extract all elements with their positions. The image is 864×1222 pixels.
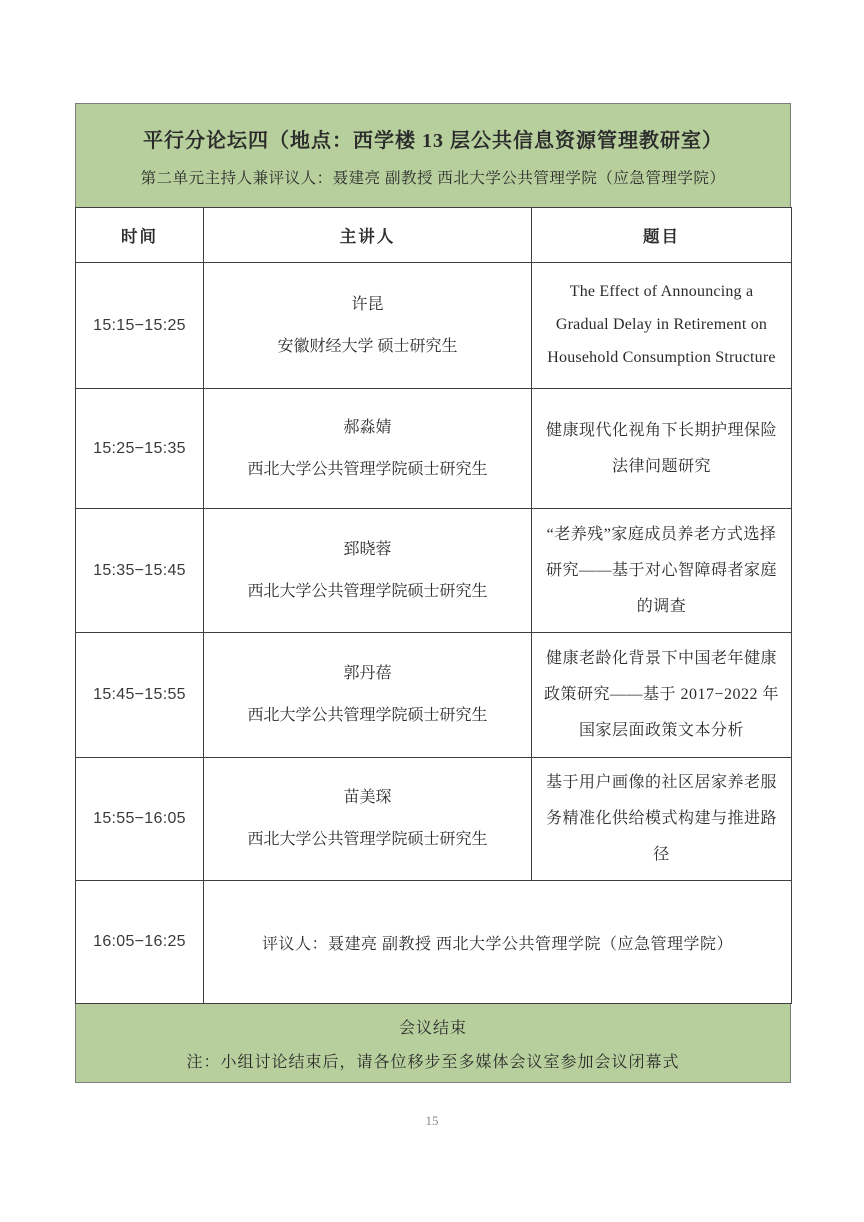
table-row [76, 389, 792, 509]
speaker-cell [204, 509, 532, 633]
speaker-affiliation: 西北大学公共管理学院硕士研究生 [247, 460, 488, 478]
speaker-name: 郭丹蓓 [343, 665, 392, 683]
topic-cell: 健康老龄化背景下中国老年健康政策研究——基于 2017−2022 年国家层面政策文本分析 [532, 633, 792, 758]
speaker-name: 郅晓蓉 [343, 540, 392, 558]
topic-cell: The Effect of Announcing a Gradual Delay in Retirement on Household Consumption Structure [532, 263, 792, 389]
forum-header [75, 103, 791, 207]
time-cell: 15:25−15:35 [76, 389, 204, 509]
time-cell: 15:15−15:25 [76, 263, 204, 389]
speaker-cell [204, 263, 532, 389]
col-header-time: 时间 [76, 208, 204, 263]
speaker-name: 郝淼婧 [343, 418, 392, 436]
table-row [76, 263, 792, 389]
speaker-cell [204, 758, 532, 881]
speaker-cell [204, 633, 532, 758]
time-cell: 15:45−15:55 [76, 633, 204, 758]
discussant-cell: 评议人：聂建亮 副教授 西北大学公共管理学院（应急管理学院） [204, 881, 792, 1004]
table-header-row [76, 208, 792, 263]
col-header-topic: 题目 [532, 208, 792, 263]
discussant-row [76, 881, 792, 1004]
speaker-affiliation: 西北大学公共管理学院硕士研究生 [247, 707, 488, 724]
schedule-table [75, 207, 792, 1004]
table-row [76, 509, 792, 633]
speaker-affiliation: 安徽财经大学 硕士研究生 [277, 337, 458, 355]
forum-moderator-line: 第二单元主持人兼评议人：聂建亮 副教授 西北大学公共管理学院（应急管理学院） [140, 169, 726, 187]
topic-cell: 基于用户画像的社区居家养老服务精准化供给模式构建与推进路径 [532, 758, 792, 881]
table-row [76, 633, 792, 758]
topic-cell: 健康现代化视角下长期护理保险法律问题研究 [532, 389, 792, 509]
col-header-speaker: 主讲人 [204, 208, 532, 263]
speaker-affiliation: 西北大学公共管理学院硕士研究生 [247, 831, 488, 848]
footer-note-line: 注：小组讨论结束后，请各位移步至多媒体会议室参加会议闭幕式 [186, 1053, 680, 1071]
document-page [75, 103, 791, 1083]
speaker-name: 苗美琛 [343, 789, 392, 807]
forum-footer [75, 1004, 791, 1083]
forum-title: 平行分论坛四（地点：西学楼 13 层公共信息资源管理教研室） [143, 129, 723, 152]
topic-cell: “老养残”家庭成员养老方式选择研究——基于对心智障碍者家庭的调查 [532, 509, 792, 633]
page-number: 15 [425, 1113, 439, 1128]
time-cell: 15:35−15:45 [76, 509, 204, 633]
speaker-affiliation: 西北大学公共管理学院硕士研究生 [247, 582, 488, 600]
table-row [76, 758, 792, 881]
speaker-cell [204, 389, 532, 509]
speaker-name: 许昆 [351, 295, 384, 313]
time-cell: 15:55−16:05 [76, 758, 204, 881]
footer-closing-line: 会议结束 [398, 1019, 467, 1037]
time-cell: 16:05−16:25 [76, 881, 204, 1004]
